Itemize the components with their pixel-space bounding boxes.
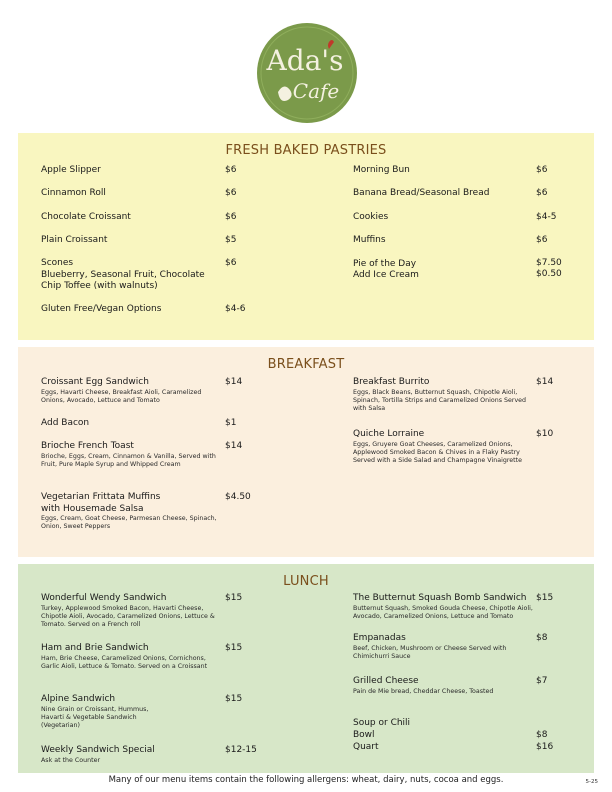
price: $15 — [225, 694, 243, 704]
menu-item: Alpine Sandwich Nine Grain or Croissant, Hummus, Havarti & Vegetable Sandwich (Vegetarian) — [41, 694, 149, 729]
lunch-section — [18, 564, 594, 773]
section-title: FRESH BAKED PASTRIES — [225, 143, 387, 158]
menu-item: Quart — [353, 742, 379, 752]
menu-item: Muffins — [353, 235, 386, 245]
allergen-notice: Many of our menu items contain the following allergens: wheat, dairy, nuts, cocoa and eggs. — [108, 775, 504, 785]
menu-item: Banana Bread/Seasonal Bread — [353, 188, 490, 198]
section-title: BREAKFAST — [267, 357, 345, 372]
menu-item: Weekly Sandwich Special Ask at the Counter — [41, 745, 155, 764]
price: $4-6 — [225, 304, 246, 314]
price: $6 — [225, 212, 237, 222]
price: $0.50 — [536, 269, 562, 279]
price: $6 — [225, 258, 237, 268]
menu-item: Quiche Lorraine Eggs, Gruyere Goat Cheeses, Caramelized Onions, Applewood Smoked Bacon & Chives in a Flaky Pastry Served with a Side Salad and Champagne Vinaigrette — [353, 429, 522, 464]
menu-item: Morning Bun — [353, 165, 410, 175]
price: $6 — [536, 188, 548, 198]
menu-item: Chocolate Croissant — [41, 212, 131, 222]
price: $14 — [225, 377, 243, 387]
menu-item: Breakfast Burrito Eggs, Black Beans, Butternut Squash, Chipotle Aioli, Spinach, Tortilla Strips and Caramelized Onions Served with Salsa — [353, 377, 527, 412]
menu-item: Add Ice Cream — [353, 270, 419, 280]
price: $14 — [225, 441, 243, 451]
menu-item: Bowl — [353, 730, 375, 740]
adas-cafe-logo — [256, 22, 358, 124]
price: $6 — [225, 188, 237, 198]
menu-item: Croissant Egg Sandwich Eggs, Havarti Cheese, Breakfast Aioli, Caramelized Onions, Avocado, Lettuce and Tomato — [41, 377, 202, 404]
menu-item: Empanadas Beef, Chicken, Mushroom or Cheese Served with Chimichurri Sauce — [353, 633, 507, 660]
price: $7.50 — [536, 258, 562, 268]
menu-item: Cinnamon Roll — [41, 188, 106, 198]
price: $10 — [536, 429, 554, 439]
price: $8 — [536, 730, 548, 740]
price: $7 — [536, 676, 548, 686]
price: $1 — [225, 418, 237, 428]
menu-item: Brioche French Toast Brioche, Eggs, Cream, Cinnamon & Vanilla, Served with Fruit, Pure Maple Syrup and Whipped Cream — [41, 441, 216, 468]
menu-item: Grilled Cheese Pain de Mie bread, Cheddar Cheese, Toasted — [353, 676, 494, 695]
price: $4-5 — [536, 212, 557, 222]
menu-item: Plain Croissant — [41, 235, 108, 245]
price: $8 — [536, 633, 548, 643]
menu-item: Ham and Brie Sandwich Ham, Brie Cheese, Caramelized Onions, Cornichons, Garlic Aioli, Lettuce & Tomato. Served on a Croissant — [41, 643, 208, 670]
revision-date: 5-25 — [585, 779, 598, 785]
price: $6 — [536, 235, 548, 245]
menu-item: Scones Blueberry, Seasonal Fruit, Chocolate Chip Toffee (with walnuts) — [41, 258, 205, 291]
menu-item: Wonderful Wendy Sandwich Turkey, Applewood Smoked Bacon, Havarti Cheese, Chipotle Aioli, Avocado, Caramelized Onions, Lettuce & Tomato. Served on a French roll — [41, 593, 215, 628]
price: $15 — [536, 593, 554, 603]
section-title: LUNCH — [283, 574, 329, 589]
pastries-section — [18, 133, 594, 340]
price: $14 — [536, 377, 554, 387]
menu-item: Gluten Free/Vegan Options — [41, 304, 162, 314]
price: $4.50 — [225, 492, 251, 502]
menu-item: Apple Slipper — [41, 165, 101, 175]
price: $12-15 — [225, 745, 257, 755]
price: $15 — [225, 593, 243, 603]
price: $5 — [225, 235, 237, 245]
price: $6 — [536, 165, 548, 175]
menu-item: Soup or Chili — [353, 718, 411, 728]
menu-item: Cookies — [353, 212, 389, 222]
breakfast-section — [18, 347, 594, 557]
menu-item: Vegetarian Frittata Muffins with Housemade Salsa Eggs, Cream, Goat Cheese, Parmesan Cheese, Spinach, Onion, Sweet Peppers — [41, 492, 217, 530]
menu-item: The Butternut Squash Bomb Sandwich Butternut Squash, Smoked Gouda Cheese, Chipotle Aioli, Avocado, Caramelized Onions, Lettuce and Tomato — [353, 593, 533, 620]
logo-text-adas: Ada's — [266, 44, 344, 77]
price: $6 — [225, 165, 237, 175]
menu-item: Pie of the Day — [353, 259, 417, 269]
menu-item: Add Bacon — [41, 418, 90, 428]
price: $16 — [536, 742, 554, 752]
logo-text-cafe: Cafe — [292, 79, 340, 103]
price: $15 — [225, 643, 243, 653]
